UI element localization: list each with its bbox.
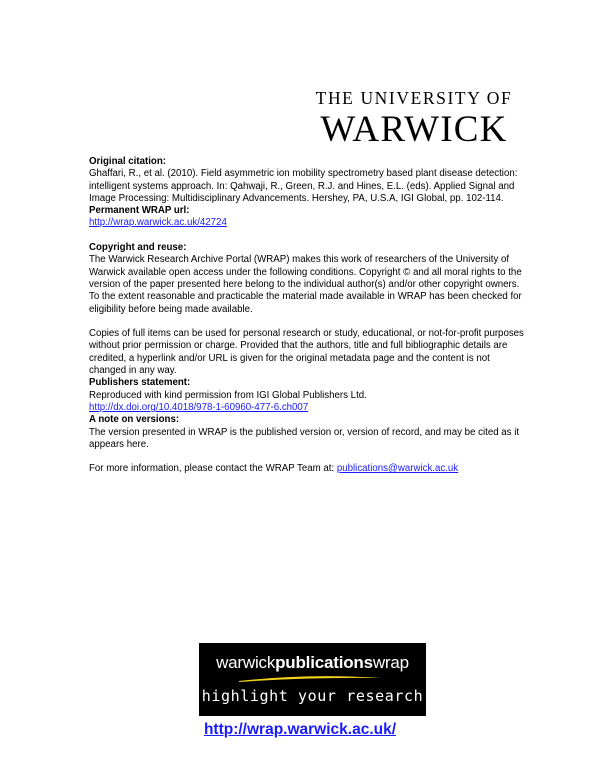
logo-line-warwick: WARWICK	[320, 109, 508, 150]
copyright-paragraph-1: The Warwick Research Archive Portal (WRAP) makes this work of researchers of the University of Warwick available open access under the following conditions. Copyright © and all moral rights to the version of the paper presented here belong to the individual author(s) and/or other copyright owners. To the extent reasonable and practicable the material made available in WRAP has been checked for eligibility before being made available.	[89, 254, 522, 315]
contact-text: For more information, please contact the WRAP Team at:	[89, 463, 337, 475]
copyright-paragraph-2: Copies of full items can be used for personal research or study, educational, or not-for-profit purposes without prior permission or charge. Provided that the authors, title and full bibliographic details are credited, a hyperlink and/or URL is given for the original metadata page and the content is not changed in any way.	[89, 328, 524, 377]
swoosh-icon	[239, 674, 381, 684]
banner-tagline: highlight your research	[201, 687, 424, 705]
banner-word-wrap: wrap	[372, 653, 409, 672]
wrap-homepage-link[interactable]: http://wrap.warwick.ac.uk/	[203, 721, 397, 738]
contact-line	[89, 463, 529, 475]
original-citation-text: Ghaffari, R., et al. (2010). Field asymmetric ion mobility spectrometry based plant disease detection: intelligent systems approach. In: Qahwaji, R., Green, R.J. and Hines, E.L. (eds). Applied Signal and Image Processing: Multidisciplinary Advancements. Hershey, PA, U.S.A, IGI Global, pp. 102-114.	[89, 168, 518, 204]
publishers-statement-text: Reproduced with kind permission from IGI Global Publishers Ltd.	[89, 389, 367, 401]
versions-heading: A note on versions:	[89, 414, 180, 426]
versions-text: The version presented in WRAP is the published version or, version of record, and may be cited as it appears here.	[89, 426, 520, 450]
cover-content	[89, 156, 529, 476]
contact-email-link[interactable]: publications@warwick.ac.uk	[336, 463, 459, 475]
publishers-statement-heading: Publishers statement:	[89, 377, 191, 389]
copyright-heading: Copyright and reuse:	[89, 242, 187, 254]
university-logo	[303, 88, 525, 149]
banner-word-warwick: warwick	[216, 653, 276, 672]
banner-word-publications: publications	[275, 653, 373, 672]
permanent-url-link[interactable]: http://wrap.warwick.ac.uk/42724	[89, 217, 227, 229]
banner-wordmark	[199, 653, 426, 673]
publications-wrap-banner	[199, 643, 426, 716]
original-citation-heading: Original citation:	[89, 156, 166, 167]
permanent-url-heading: Permanent WRAP url:	[89, 205, 190, 217]
doi-link[interactable]: http://dx.doi.org/10.4018/978-1-60960-477-6.ch007	[89, 401, 309, 413]
logo-line-university: THE UNIVERSITY OF	[315, 88, 513, 108]
